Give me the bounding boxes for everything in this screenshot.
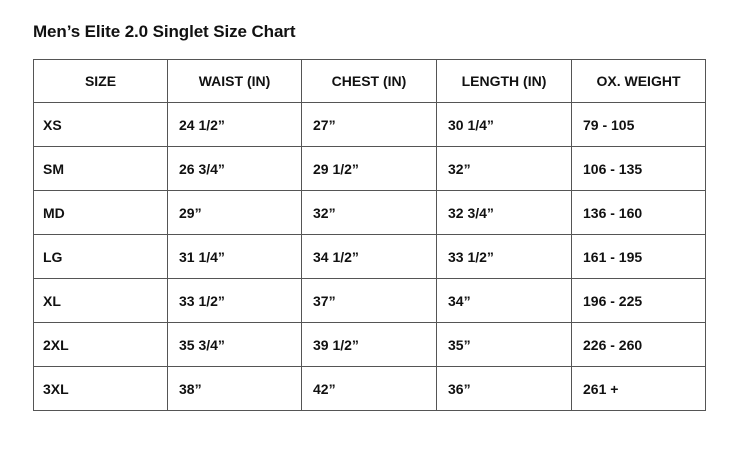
weight-cell: 196 - 225 [572, 279, 706, 323]
chest-cell: 42” [302, 367, 437, 411]
table-row [34, 367, 706, 411]
header-chest: CHEST (IN) [302, 60, 437, 103]
table-row [34, 279, 706, 323]
size-cell: LG [34, 235, 168, 279]
size-cell: 3XL [34, 367, 168, 411]
table-row [34, 147, 706, 191]
size-cell: MD [34, 191, 168, 235]
size-cell: XL [34, 279, 168, 323]
size-cell: SM [34, 147, 168, 191]
chest-cell: 27” [302, 103, 437, 147]
weight-cell: 226 - 260 [572, 323, 706, 367]
table-row [34, 103, 706, 147]
length-cell: 33 1/2” [437, 235, 572, 279]
weight-cell: 161 - 195 [572, 235, 706, 279]
table-row [34, 323, 706, 367]
header-row [34, 60, 706, 103]
length-cell: 34” [437, 279, 572, 323]
size-cell: 2XL [34, 323, 168, 367]
length-cell: 30 1/4” [437, 103, 572, 147]
waist-cell: 29” [168, 191, 302, 235]
header-length: LENGTH (IN) [437, 60, 572, 103]
waist-cell: 24 1/2” [168, 103, 302, 147]
weight-cell: 136 - 160 [572, 191, 706, 235]
chest-cell: 34 1/2” [302, 235, 437, 279]
length-cell: 35” [437, 323, 572, 367]
header-waist: WAIST (IN) [168, 60, 302, 103]
chest-cell: 39 1/2” [302, 323, 437, 367]
waist-cell: 35 3/4” [168, 323, 302, 367]
chest-cell: 37” [302, 279, 437, 323]
length-cell: 32” [437, 147, 572, 191]
page-title: Men’s Elite 2.0 Singlet Size Chart [33, 22, 296, 41]
weight-cell: 261 + [572, 367, 706, 411]
chest-cell: 32” [302, 191, 437, 235]
waist-cell: 31 1/4” [168, 235, 302, 279]
size-cell: XS [34, 103, 168, 147]
weight-cell: 79 - 105 [572, 103, 706, 147]
chest-cell: 29 1/2” [302, 147, 437, 191]
size-chart-table [33, 59, 706, 411]
header-size: SIZE [34, 60, 168, 103]
waist-cell: 33 1/2” [168, 279, 302, 323]
table-row [34, 191, 706, 235]
table-row [34, 235, 706, 279]
header-weight: OX. WEIGHT [572, 60, 706, 103]
weight-cell: 106 - 135 [572, 147, 706, 191]
waist-cell: 38” [168, 367, 302, 411]
waist-cell: 26 3/4” [168, 147, 302, 191]
length-cell: 32 3/4” [437, 191, 572, 235]
length-cell: 36” [437, 367, 572, 411]
